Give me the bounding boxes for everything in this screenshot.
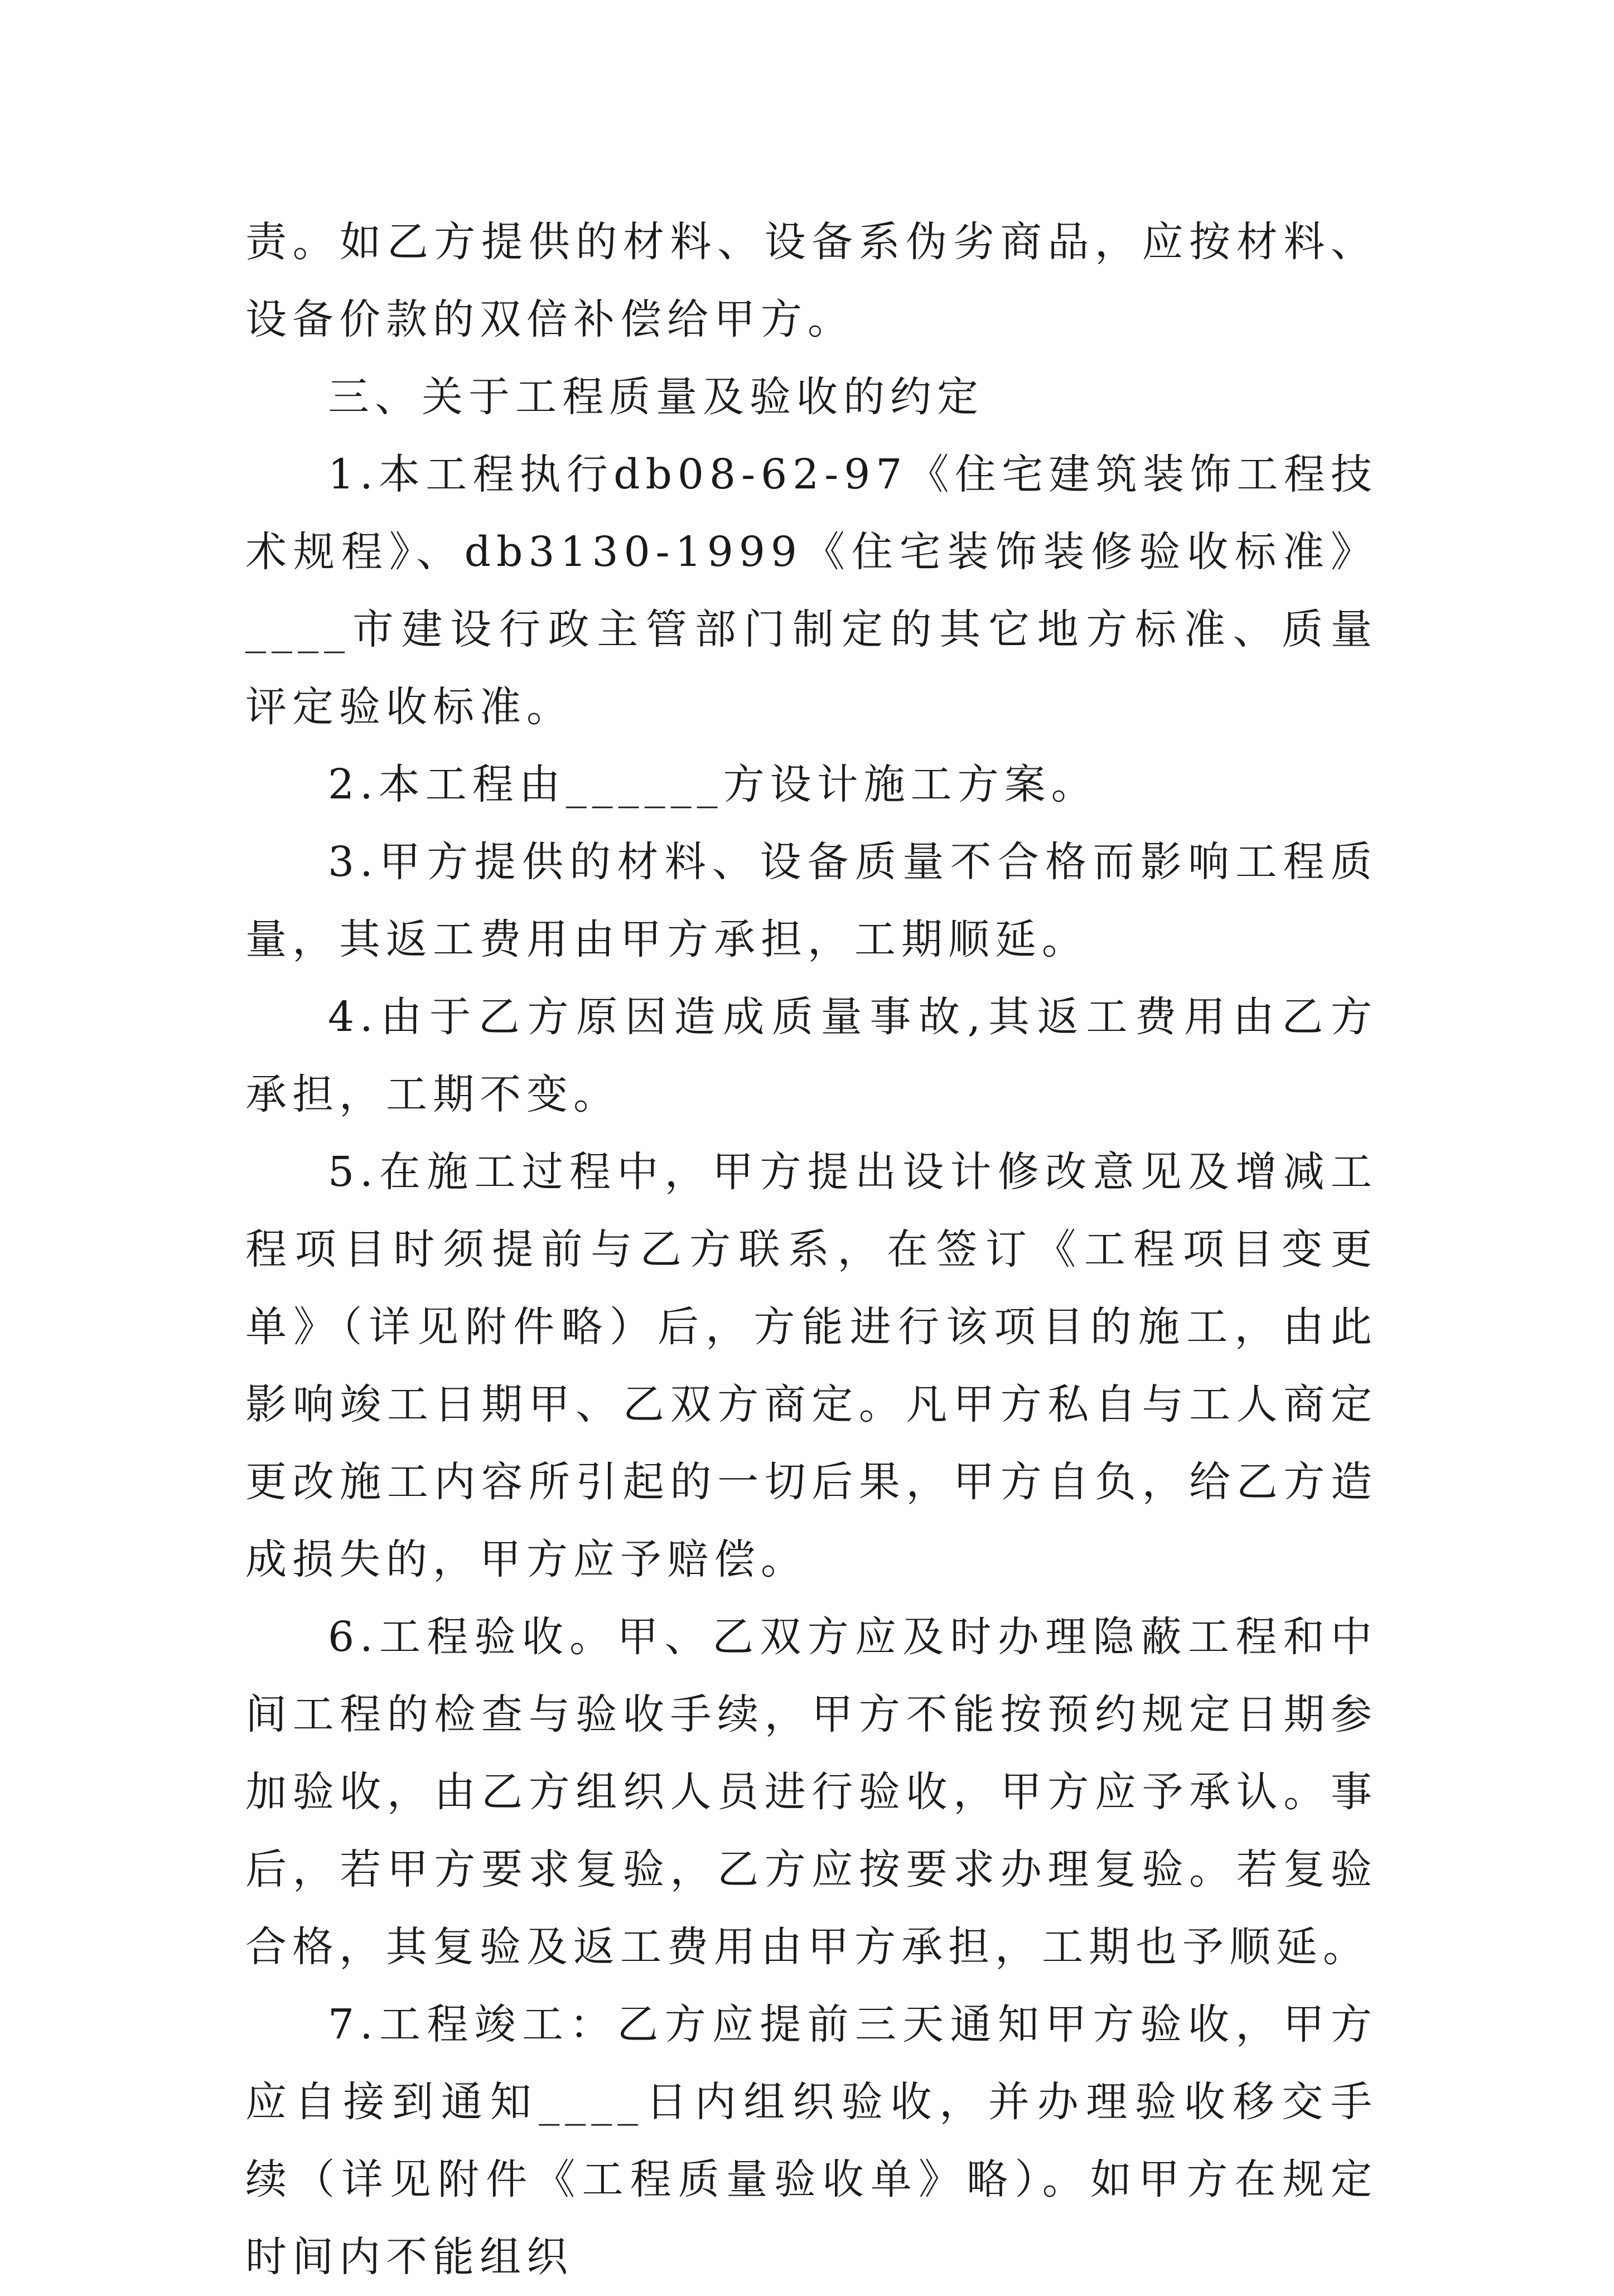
paragraph-liability-continuation: 责。如乙方提供的材料、设备系伪劣商品，应按材料、设备价款的双倍补偿给甲方。 (245, 218, 1378, 343)
section-heading-quality-acceptance: 三、关于工程质量及验收的约定 (328, 373, 984, 421)
clause-6-acceptance: 6.工程验收。甲、乙双方应及时办理隐蔽工程和中间工程的检查与验收手续，甲方不能按预约规定日期参加验收，由乙方组织人员进行验收，甲方应予承认。事后，若甲方要求复验，乙方应按要求办理复验。若复验合格，其复验及返工费用由甲方承担，工期也予顺延。 (245, 1613, 1378, 1971)
clause-4-quality-accident: 4.由于乙方原因造成质量事故,其返工费用由乙方承担，工期不变。 (245, 993, 1378, 1118)
document-body (245, 204, 1378, 2296)
clause-3-materials: 3.甲方提供的材料、设备质量不合格而影响工程质量，其返工费用由甲方承担，工期顺延。 (245, 838, 1378, 963)
clause-5-design-changes: 5.在施工过程中，甲方提出设计修改意见及增减工程项目时须提前与乙方联系，在签订《工程项目变更单》（详见附件略）后，方能进行该项目的施工，由此影响竣工日期甲、乙双方商定。凡甲方私自与工人商定更改施工内容所引起的一切后果，甲方自负，给乙方造成损失的，甲方应予赔偿。 (245, 1148, 1378, 1583)
clause-7-completion: 7.工程竣工：乙方应提前三天通知甲方验收，甲方应自接到通知____日内组织验收，并办理验收移交手续（详见附件《工程质量验收单》略）。如甲方在规定时间内不能组织 (245, 2000, 1378, 2281)
clause-2-design: 2.本工程由______方设计施工方案。 (328, 761, 1098, 808)
clause-1-standards: 1.本工程执行db08-62-97《住宅建筑装饰工程技术规程》、db3130-1999《住宅装饰装修验收标准》____市建设行政主管部门制定的其它地方标准、质量评定验收标准。 (245, 451, 1378, 731)
